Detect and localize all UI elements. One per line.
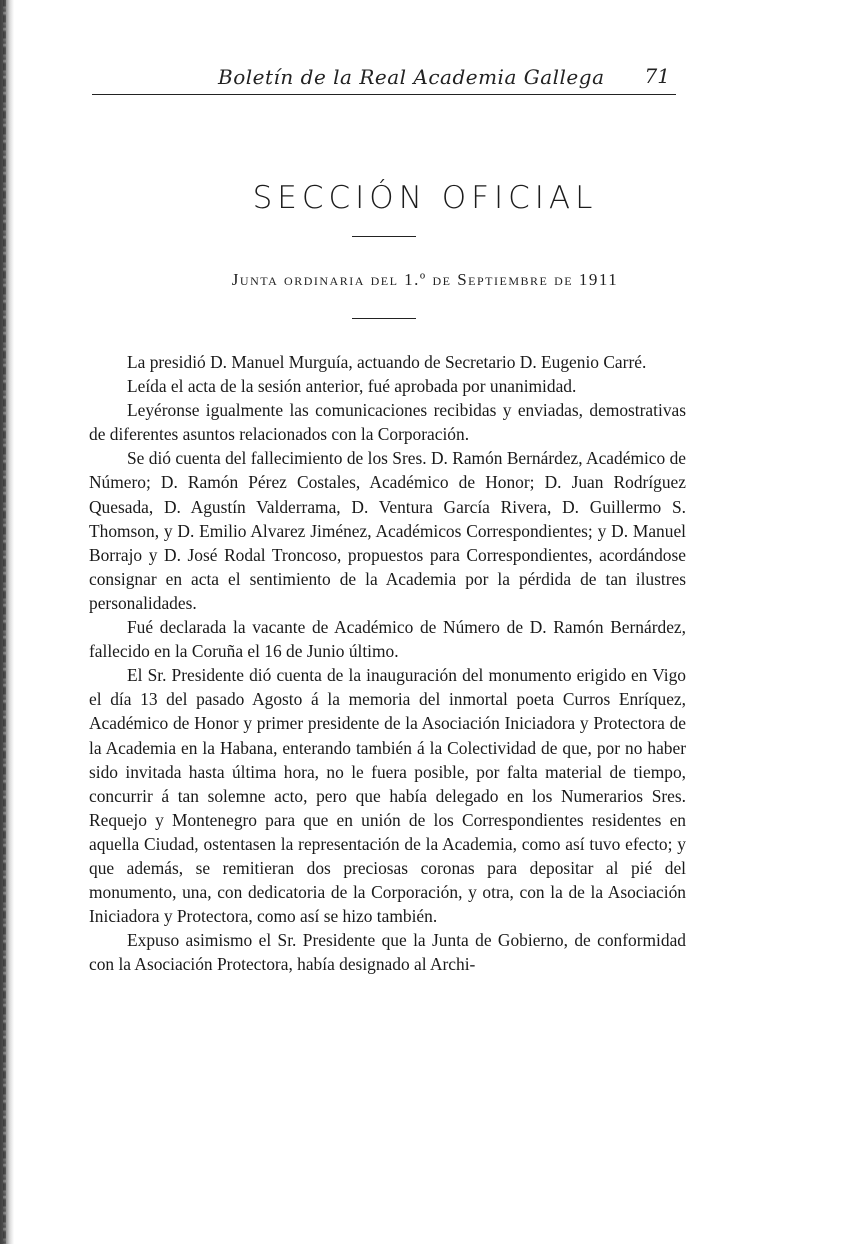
page-number: 71 — [644, 64, 670, 88]
minutes-body — [89, 350, 686, 976]
paragraph: La presidió D. Manuel Murguía, actuando de Secretario D. Eugenio Carré. — [127, 352, 647, 372]
running-header — [92, 60, 676, 95]
divider-rule-top — [352, 236, 416, 237]
paragraph: Leyéronse igualmente las comunicaciones recibidas y enviadas, demostrativas de diferentes asuntos relacionados con la Corporación. — [89, 400, 686, 445]
divider-rule-bottom — [352, 318, 416, 319]
paragraph: Expuso asimismo el Sr. Presidente que la Junta de Gobierno, de conformidad con la Asociación Protectora, había designado al Archi- — [89, 930, 686, 975]
section-title: SECCIÓN OFICIAL — [252, 180, 598, 216]
paragraph: El Sr. Presidente dió cuenta de la inauguración del monumento erigido en Vigo el día 13 del pasado Agosto á la memoria del inmortal poeta Curros Enríquez, Académico de Honor y primer presidente de la Asociación Iniciadora y Protectora de la Academia en la Habana, enterando también á la Colectividad de que, por no haber sido invitada hasta última hora, no le fuera posible, por falta material de tiempo, concurrir á tan solemne acto, pero que había delegado en los Numerarios Sres. Requejo y Montenegro para que en unión de los Correspondientes residentes en aquella Ciudad, ostentasen la representación de la Academia, como así tuvo efecto; y que además, se remitieran dos preciosas coronas para depositar al pié del monumento, una, con dedicatoria de la Corporación, y otra, con la de la Asociación Iniciadora y Protectora, como así se hizo también. — [89, 665, 686, 927]
meeting-heading: Junta ordinaria del 1.º de Septiembre de 1911 — [231, 270, 619, 289]
running-title: Boletín de la Real Academia Gallega — [218, 65, 605, 89]
paragraph: Fué declarada la vacante de Académico de Número de D. Ramón Bernárdez, fallecido en la Coruña el 16 de Junio último. — [89, 617, 686, 662]
paragraph: Leída el acta de la sesión anterior, fué aprobada por unanimidad. — [127, 376, 577, 397]
paragraph: Se dió cuenta del fallecimiento de los Sres. D. Ramón Bernárdez, Académico de Número; D. Ramón Pérez Costales, Académico de Honor; D. Juan Rodríguez Quesada, D. Agustín Valderrama, D. Ventura García Rivera, D. Guillermo S. Thomson, y D. Emilio Alvarez Jiménez, Académicos Correspondientes; y D. Manuel Borrajo y D. José Rodal Troncoso, propuestos para Correspondientes, acordándose consignar en acta el sentimiento de la Academia por la pérdida de tan ilustres personalidades. — [89, 448, 686, 613]
